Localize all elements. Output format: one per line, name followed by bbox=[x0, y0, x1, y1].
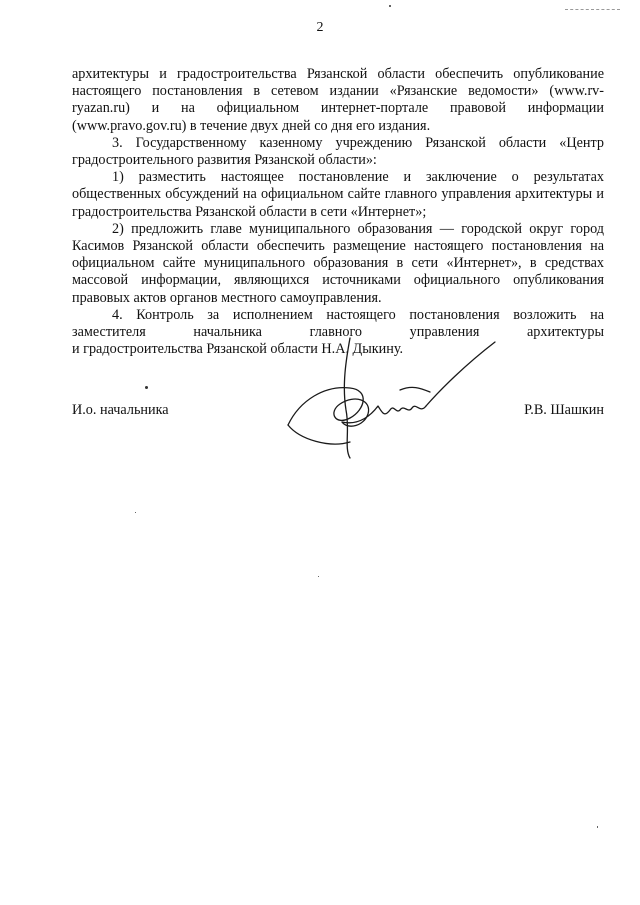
signatory-title: И.о. начальника bbox=[72, 402, 169, 418]
paragraph-item-4-end: и градостроительства Рязанской области Н.А. Дыкину. bbox=[72, 341, 404, 358]
page-number: 2 bbox=[316, 20, 324, 35]
paragraph-publication: архитектуры и градостроительства Рязанской области обеспечить опубликование настоящего постановления в сетевом издании «Рязанские ведомости» (www.rv-ryazan.ru) и на официальном интернет-портале правовой информации (www.pravo.gov.ru) в течение двух дней со дня его издания. bbox=[72, 66, 604, 134]
scan-speck bbox=[389, 5, 391, 7]
scan-speck bbox=[318, 576, 319, 577]
paragraph-subitem-2: 2) предложить главе муниципального образования — городской округ город Касимов Рязанской области обеспечить размещение настоящего постановления на официальном сайте муниципального образования в сети «Интернет», в средствах массовой информации, являющихся источниками официального опубликования правовых актов органов местного самоуправления. bbox=[72, 220, 604, 306]
paragraph-item-3: 3. Государственному казенному учреждению Рязанской области «Центр градостроительного развития Рязанской области»: bbox=[72, 134, 604, 169]
scan-speck bbox=[135, 512, 136, 513]
paragraph-subitem-1: 1) разместить настоящее постановление и заключение о результатах общественных обсуждений на официальном сайте главного управления архитектуры и градостроительства Рязанской области в сети «Интернет»; bbox=[72, 169, 604, 220]
scan-speck bbox=[145, 386, 148, 389]
document-body bbox=[72, 66, 604, 358]
paragraph-item-4: 4. Контроль за исполнением настоящего постановления возложить на заместителя начальника главного управления архитектуры bbox=[72, 306, 604, 341]
signatory-name: Р.В. Шашкин bbox=[524, 402, 604, 418]
scan-artifact-line bbox=[565, 9, 620, 10]
handwritten-signature bbox=[280, 330, 500, 460]
scan-speck bbox=[597, 826, 598, 828]
